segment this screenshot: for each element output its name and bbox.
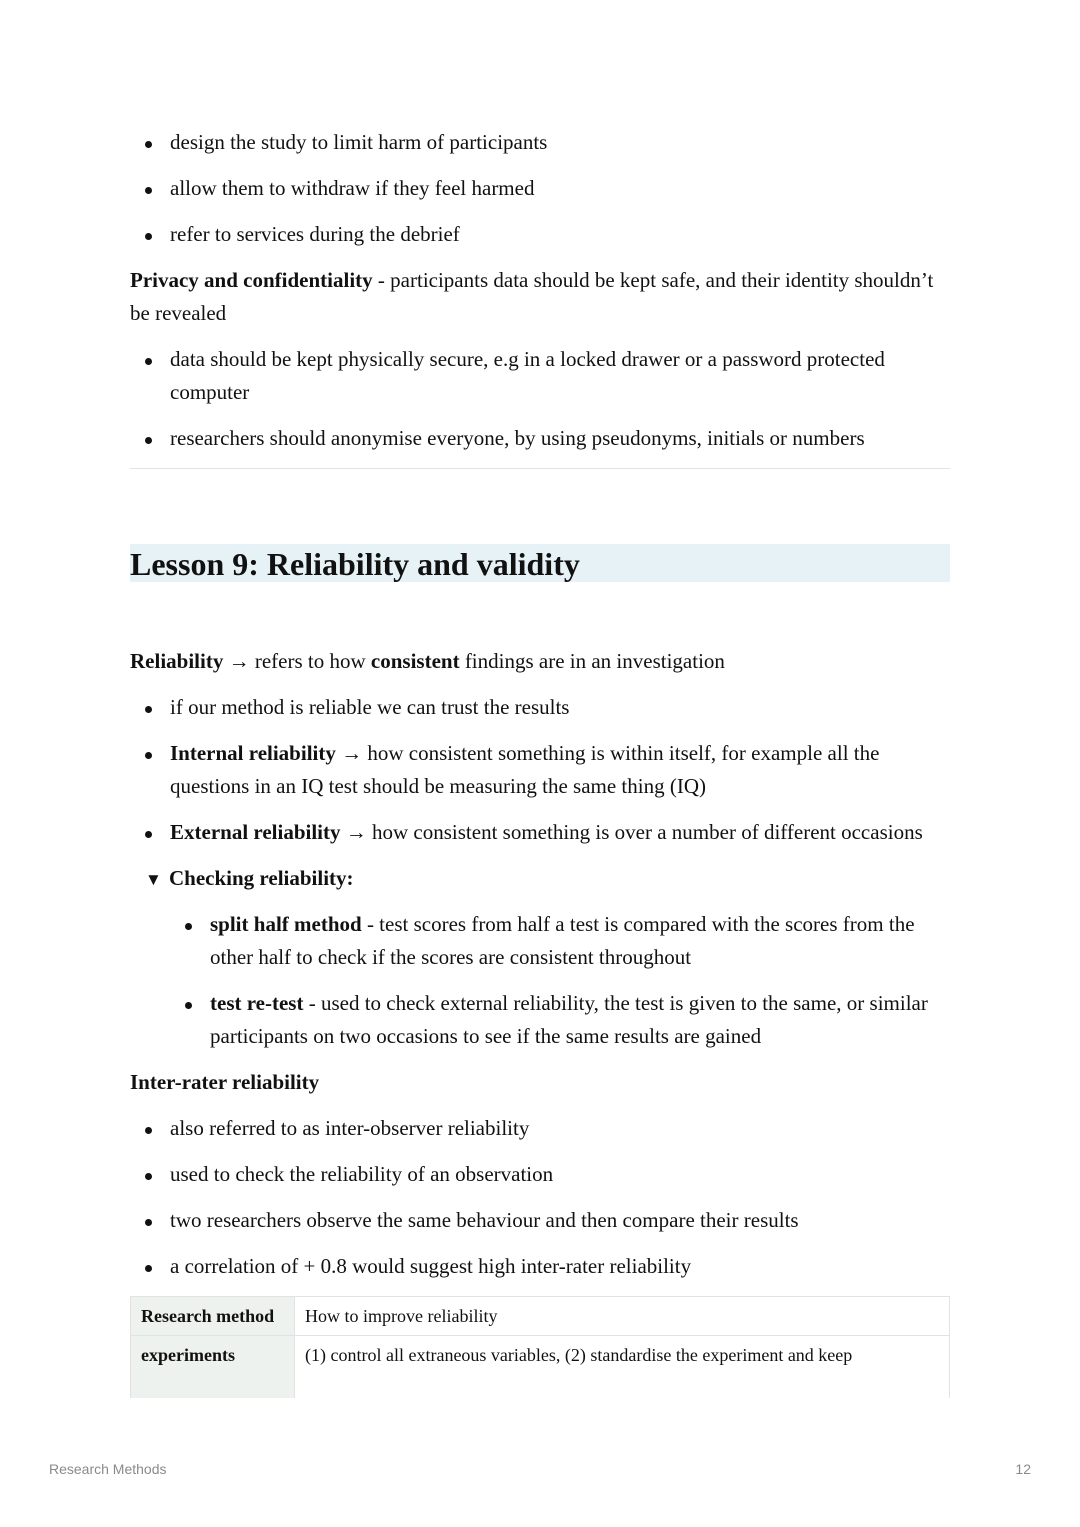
table-header-cell: Research method: [131, 1297, 295, 1336]
reliability-text-2: findings are in an investigation: [459, 649, 725, 673]
internal-term: Internal reliability: [170, 741, 336, 765]
list-item: a correlation of + 0.8 would suggest high inter-rater reliability: [130, 1250, 950, 1283]
list-item: researchers should anonymise everyone, by using pseudonyms, initials or numbers: [130, 422, 950, 455]
consistent-term: consistent: [370, 649, 460, 673]
toggle-content: [130, 908, 950, 1053]
table-row: [131, 1336, 950, 1399]
privacy-text: - participants data should be kept safe, and their identity shouldn’t be revealed: [130, 268, 934, 325]
list-item: design the study to limit harm of participants: [130, 126, 950, 159]
list-item-internal: [130, 737, 950, 803]
footer-title: Research Methods: [49, 1461, 167, 1477]
reliability-text-1: → refers to how: [223, 649, 371, 673]
list-item: data should be kept physically secure, e.g in a locked drawer or a password protected computer: [130, 343, 950, 409]
list-item: used to check the reliability of an observation: [130, 1158, 950, 1191]
internal-text: → how consistent something is within itself, for example all the questions in an IQ test should be measuring the same thing (IQ): [170, 741, 880, 798]
page-content: [130, 126, 950, 1398]
test-retest-term: test re-test: [210, 991, 304, 1015]
external-text: → how consistent something is over a number of different occasions: [340, 820, 923, 844]
list-item-external: [130, 816, 950, 849]
lesson-heading: Lesson 9: Reliability and validity: [130, 544, 950, 582]
reliability-table: [130, 1296, 950, 1398]
table-header-row: [131, 1297, 950, 1336]
list-item: refer to services during the debrief: [130, 218, 950, 251]
triangle-down-icon[interactable]: ▼: [145, 870, 162, 889]
reliability-bullet-list: [130, 691, 950, 849]
list-item: two researchers observe the same behaviour and then compare their results: [130, 1204, 950, 1237]
split-half-text: - test scores from half a test is compared with the scores from the other half to check if the scores are consistent throughout: [210, 912, 915, 969]
list-item-test-retest: [170, 987, 950, 1053]
reliability-definition: [130, 645, 950, 678]
checking-reliability-toggle[interactable]: [130, 862, 950, 896]
toggle-title: Checking reliability:: [169, 866, 354, 890]
test-retest-text: - used to check external reliability, the test is given to the same, or similar participants on two occasions to see if the same results are gained: [210, 991, 928, 1048]
inter-rater-term: Inter-rater reliability: [130, 1070, 320, 1094]
checking-bullet-list: [170, 908, 950, 1053]
list-item: allow them to withdraw if they feel harmed: [130, 172, 950, 205]
split-half-term: split half method: [210, 912, 362, 936]
reliability-term: Reliability: [130, 649, 224, 673]
inter-rater-bullet-list: [130, 1112, 950, 1283]
table-cell: (1) control all extraneous variables, (2) standardise the experiment and keep: [295, 1336, 950, 1399]
inter-rater-heading: [130, 1066, 950, 1099]
table-header-cell: How to improve reliability: [295, 1297, 950, 1336]
external-term: External reliability: [170, 820, 341, 844]
privacy-bullet-list: [130, 343, 950, 455]
list-item: if our method is reliable we can trust the results: [130, 691, 950, 724]
page-number: 12: [1015, 1461, 1031, 1477]
table-cell: experiments: [131, 1336, 295, 1399]
list-item-split-half: [170, 908, 950, 974]
harm-bullet-list: [130, 126, 950, 251]
list-item: also referred to as inter-observer reliability: [130, 1112, 950, 1145]
privacy-term: Privacy and confidentiality: [130, 268, 373, 292]
privacy-paragraph: [130, 264, 950, 330]
section-divider: [130, 468, 950, 469]
